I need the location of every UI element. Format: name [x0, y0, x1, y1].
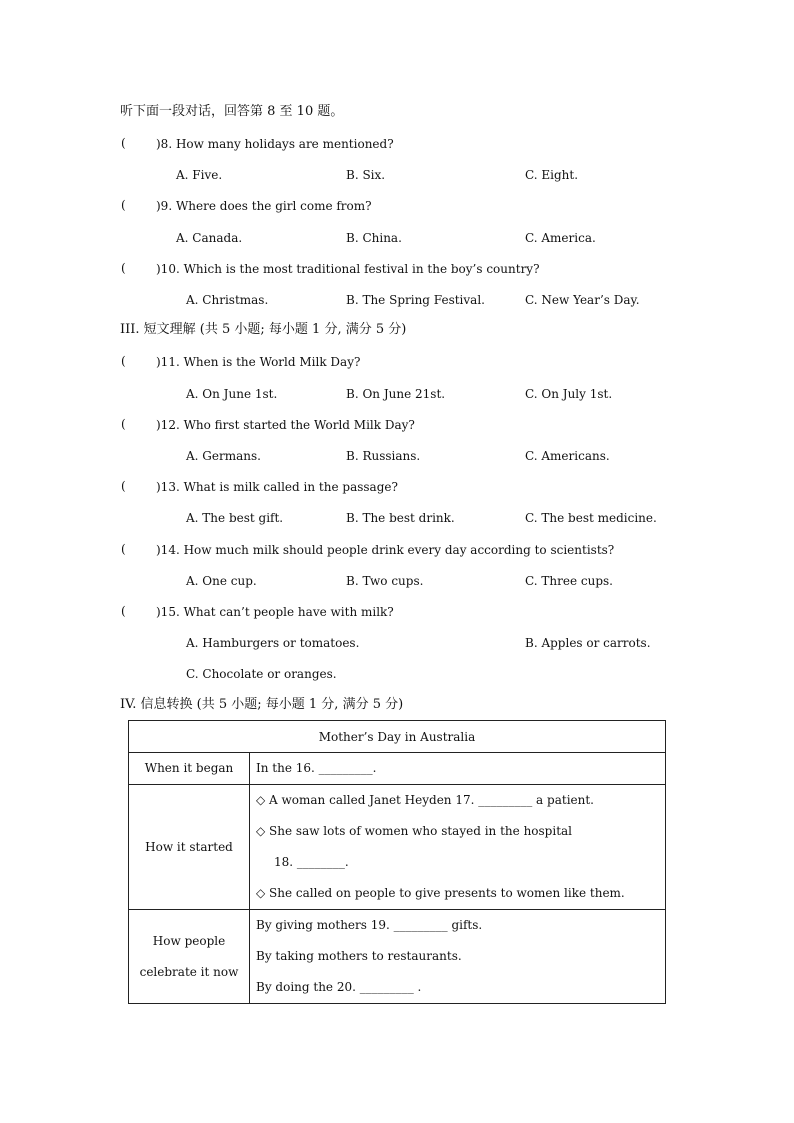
q8-option-c: C. Eight. — [525, 168, 579, 182]
row-label-how-started: How it started — [129, 785, 250, 910]
q11-option-a: A. On June 1st. — [186, 387, 278, 401]
section-4-heading: IV. 信息转换 (共 5 小题; 每小题 1 分, 满分 5 分) — [120, 697, 404, 712]
q11-option-b: B. On June 21st. — [346, 387, 446, 401]
q15-option-b: B. Apples or carrots. — [525, 636, 651, 650]
q13-option-b: B. The best drink. — [346, 511, 455, 525]
q9-option-c: C. America. — [525, 231, 596, 245]
answer-paren: ( — [121, 417, 126, 431]
answer-paren: ( — [121, 354, 126, 368]
question-12: )12. Who first started the World Milk Day? — [156, 418, 415, 432]
q12-option-a: A. Germans. — [186, 449, 261, 463]
question-11: )11. When is the World Milk Day? — [156, 355, 361, 369]
row-label-celebrate-1: How people — [152, 933, 226, 948]
table-title: Mother’s Day in Australia — [129, 721, 666, 753]
q10-option-c: C. New Year’s Day. — [525, 293, 640, 307]
hospital-line: ◇ She saw lots of women who stayed in the hospital — [256, 824, 573, 838]
question-13: )13. What is milk called in the passage? — [156, 480, 398, 494]
question-9: )9. Where does the girl come from? — [156, 199, 372, 213]
blank-19-line: By giving mothers 19. _________ gifts. — [256, 918, 483, 932]
q9-option-b: B. China. — [346, 231, 402, 245]
blank-18-line: 18. ________. — [274, 855, 349, 869]
answer-paren: ( — [121, 479, 126, 493]
blank-20-line: By doing the 20. _________ . — [256, 980, 422, 994]
row-label-celebrate — [129, 910, 250, 1004]
section-3-heading: III. 短文理解 (共 5 小题; 每小题 1 分, 满分 5 分) — [120, 322, 407, 337]
q15-option-a: A. Hamburgers or tomatoes. — [186, 636, 360, 650]
question-10: )10. Which is the most traditional festival in the boy’s country? — [156, 262, 540, 276]
q10-option-a: A. Christmas. — [186, 293, 269, 307]
question-15: )15. What can’t people have with milk? — [156, 605, 394, 619]
row-label-when: When it began — [129, 753, 250, 785]
blank-17-line: ◇ A woman called Janet Heyden 17. _________ a patient. — [256, 793, 594, 807]
q11-option-c: C. On July 1st. — [525, 387, 613, 401]
q10-option-b: B. The Spring Festival. — [346, 293, 485, 307]
q14-option-c: C. Three cups. — [525, 574, 613, 588]
answer-paren: ( — [121, 261, 126, 275]
question-14: )14. How much milk should people drink every day according to scientists? — [156, 543, 615, 557]
q12-option-c: C. Americans. — [525, 449, 610, 463]
restaurants-line: By taking mothers to restaurants. — [256, 949, 462, 963]
q8-option-a: A. Five. — [176, 168, 223, 182]
row-label-celebrate-2: celebrate it now — [139, 964, 239, 979]
section-listen-heading: 听下面一段对话，回答第 8 至 10 题。 — [120, 104, 344, 119]
answer-paren: ( — [121, 198, 126, 212]
q14-option-a: A. One cup. — [186, 574, 257, 588]
blank-16: In the 16. _________. — [256, 761, 377, 775]
q9-option-a: A. Canada. — [176, 231, 243, 245]
answer-paren: ( — [121, 542, 126, 556]
answer-paren: ( — [121, 604, 126, 618]
q8-option-b: B. Six. — [346, 168, 386, 182]
q13-option-c: C. The best medicine. — [525, 511, 657, 525]
q13-option-a: A. The best gift. — [186, 511, 284, 525]
presents-line: ◇ She called on people to give presents to women like them. — [256, 886, 625, 900]
q15-option-c: C. Chocolate or oranges. — [186, 667, 337, 681]
q12-option-b: B. Russians. — [346, 449, 421, 463]
info-table — [128, 720, 666, 1004]
q14-option-b: B. Two cups. — [346, 574, 424, 588]
answer-paren: ( — [121, 136, 126, 150]
question-8: )8. How many holidays are mentioned? — [156, 137, 394, 151]
